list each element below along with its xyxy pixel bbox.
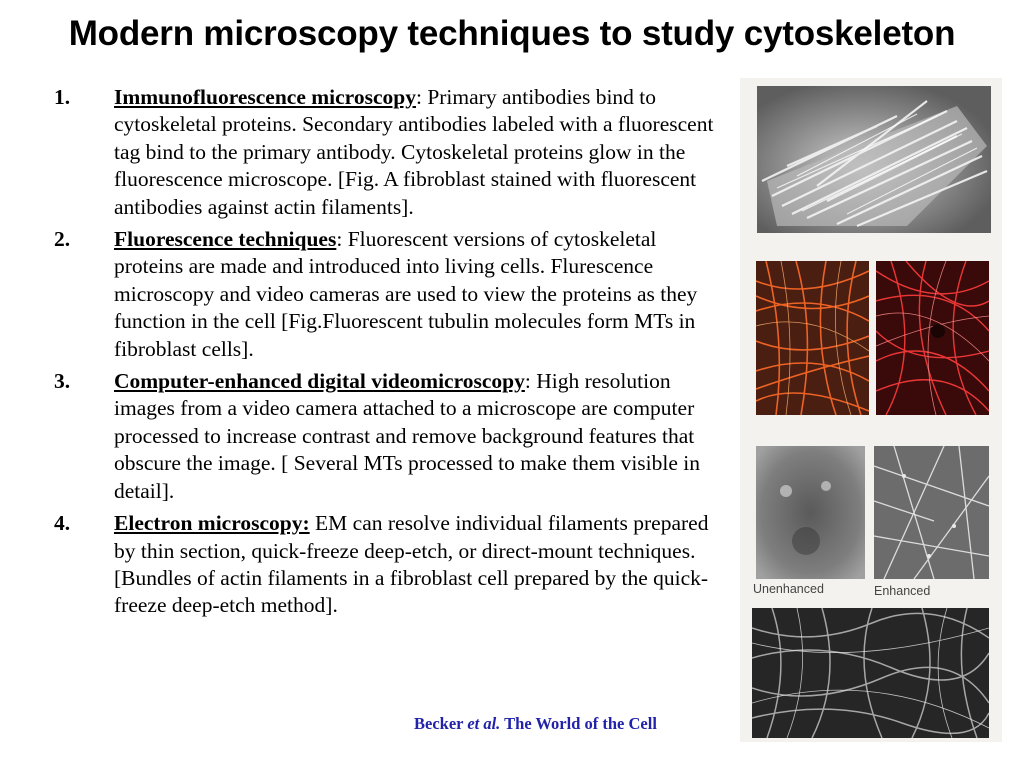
fluorescent-tubulin-image-left bbox=[756, 261, 869, 415]
item-term: Electron microscopy: bbox=[114, 511, 310, 536]
slide-title: Modern microscopy techniques to study cytoskeleton bbox=[68, 14, 956, 53]
item-text: : Fluorescent versions of cytoskeletal proteins are made and introduced into living cells. Flurescence microscopy and video cameras are used to view the proteins as they function in the cell [Fig.Fluorescent tubulin molecules form MTs in fibroblast cells]. bbox=[114, 227, 698, 361]
item-number: 1. bbox=[54, 85, 71, 109]
list-item bbox=[54, 368, 714, 505]
citation bbox=[414, 714, 657, 734]
micrograph-figure bbox=[740, 78, 1002, 742]
item-text: EM can resolve individual filaments prepared by thin section, quick-freeze deep-etch, or direct-mount techniques. [Bundles of actin filaments in a fibroblast cell prepared by the quick-freeze deep-etch method]. bbox=[114, 511, 709, 618]
item-number: 2. bbox=[54, 227, 71, 252]
item-text: : High resolution images from a video camera attached to a microscope are computer processed to increase contrast and remove background features that obscure the image. [ Several MTs processed to make them visible in detail]. bbox=[114, 369, 701, 503]
list-item bbox=[54, 510, 714, 620]
list-item bbox=[54, 226, 714, 363]
citation-author: Becker bbox=[414, 714, 468, 733]
item-text: : Primary antibodies bind to cytoskeletal proteins. Secondary antibodies labeled with a fluorescent tag bind to the primary antibody. Cytoskeletal proteins glow in the fluorescence microscope. [Fig. A fibroblast stained with fluorescent antibodies against actin filaments]. bbox=[114, 85, 714, 219]
caption-unenhanced: Unenhanced bbox=[753, 582, 824, 596]
enhanced-video-image bbox=[874, 446, 989, 579]
item-number: 4. bbox=[54, 511, 71, 536]
immunofluorescence-image bbox=[757, 86, 991, 233]
citation-etal: et al. bbox=[467, 714, 501, 733]
citation-book: The World of the Cell bbox=[500, 714, 657, 733]
item-term: Computer-enhanced digital videomicroscopy bbox=[114, 369, 525, 394]
item-term: Immunofluorescence microscopy bbox=[114, 85, 416, 109]
item-number: 3. bbox=[54, 369, 71, 394]
technique-list bbox=[54, 84, 714, 620]
electron-micrograph-image bbox=[752, 608, 989, 738]
fluorescent-tubulin-image-right bbox=[876, 261, 989, 415]
caption-enhanced: Enhanced bbox=[874, 584, 931, 598]
list-item bbox=[54, 84, 714, 221]
unenhanced-video-image bbox=[756, 446, 865, 579]
item-term: Fluorescence techniques bbox=[114, 227, 337, 252]
